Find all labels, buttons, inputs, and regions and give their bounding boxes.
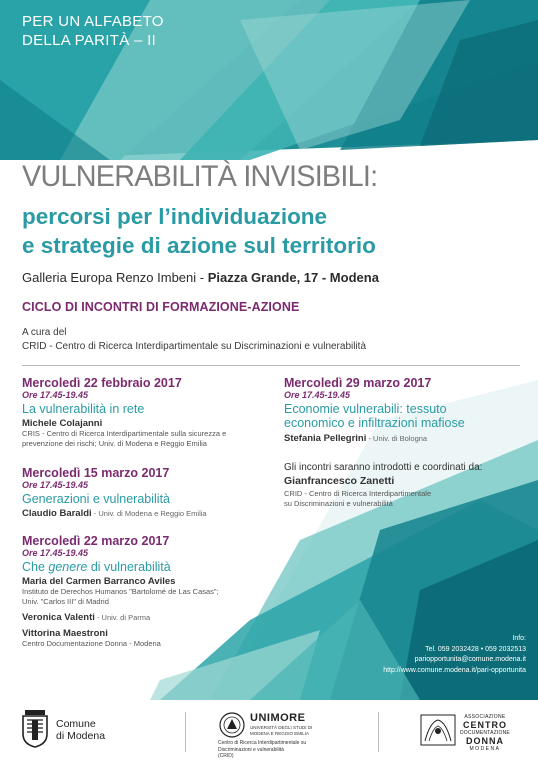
speaker-name: Veronica Valenti xyxy=(22,612,95,623)
speaker-2 xyxy=(22,612,272,623)
cdd-line-1: ASSOCIAZIONE xyxy=(464,714,506,720)
title-part-1: Che xyxy=(22,560,49,574)
crid-label xyxy=(218,740,306,760)
event-3 xyxy=(22,534,272,649)
unimore-subtitle-2: MODENA E REGGIO EMILIA xyxy=(250,730,310,736)
event-4 xyxy=(284,376,529,444)
info-email[interactable]: pariopportunita@comune.modena.it xyxy=(414,656,526,663)
subtitle xyxy=(22,202,376,260)
speaker-affiliation: - Univ. di Parma xyxy=(94,613,151,622)
speaker-1: Maria del Carmen Barranco Aviles xyxy=(22,576,176,587)
unimore-subtitle-1: UNIVERSITÀ DEGLI STUDI DI xyxy=(250,725,313,730)
speaker-name: Claudio Baraldi xyxy=(22,508,92,519)
unimore-seal-icon xyxy=(218,712,246,738)
coordinator-name: Gianfrancesco Zanetti xyxy=(284,475,395,487)
event-title: Generazioni e vulnerabilità xyxy=(22,492,171,506)
footer-separator xyxy=(185,712,186,752)
event-date: Mercoledì 22 marzo 2017 xyxy=(22,534,170,548)
cycle-heading: CICLO DI INCONTRI DI FORMAZIONE-AZIONE xyxy=(22,300,300,314)
event-date: Mercoledì 22 febbraio 2017 xyxy=(22,376,182,390)
event-date: Mercoledì 29 marzo 2017 xyxy=(284,376,432,390)
info-url[interactable]: http://www.comune.modena.it/pari-opportunita xyxy=(383,666,526,674)
comune-crest-icon xyxy=(20,708,50,748)
venue-place: Galleria Europa Renzo Imbeni - xyxy=(22,270,208,285)
event-time: Ore 17.45-19.45 xyxy=(22,390,89,400)
event-speaker xyxy=(284,433,529,444)
subtitle-line-1: percorsi per l’individuazione xyxy=(22,204,328,229)
coordinator-affiliation-2: su Discriminazioni e vulnerabilità xyxy=(284,499,393,508)
title-part-2: di vulnerabilità xyxy=(87,560,171,574)
event-affiliation-2: prevenzione dei rischi; Univ. di Modena e Reggio Emilia xyxy=(22,439,207,448)
event-title: La vulnerabilità in rete xyxy=(22,402,145,416)
venue-address: Piazza Grande, 17 - Modena xyxy=(207,270,379,285)
event-time: Ore 17.45-19.45 xyxy=(22,548,89,558)
event-title xyxy=(22,560,272,574)
crid-line-2: Discriminazioni e vulnerabilità xyxy=(218,746,284,753)
event-date: Mercoledì 15 marzo 2017 xyxy=(22,466,170,480)
speaker-affiliation: - Univ. di Modena e Reggio Emilia xyxy=(91,509,207,518)
cdd-logo xyxy=(420,714,456,751)
coordinator-intro: Gli incontri saranno introdotti e coordinati da: xyxy=(284,462,483,473)
curated-label: A cura del xyxy=(22,327,67,338)
crid-line-1: Centro di Ricerca Interdipartimentale su xyxy=(218,740,307,746)
main-title: VULNERABILITÀ INVISIBILI: xyxy=(22,160,378,193)
cdd-line-2: CENTRO xyxy=(462,720,507,730)
event-2 xyxy=(22,466,272,519)
curated-org: CRID - Centro di Ricerca Interdipartimentale su Discriminazioni e vulnerabilità xyxy=(22,341,367,352)
cdd-name xyxy=(460,714,510,752)
speaker-name: Stefania Pellegrini xyxy=(284,433,367,444)
comune-logo xyxy=(20,708,50,753)
divider xyxy=(22,365,520,366)
event-speaker: Michele Colajanni xyxy=(22,418,103,429)
speaker-affiliation: - Univ. di Bologna xyxy=(366,434,428,443)
info-box xyxy=(383,634,526,676)
curated-by xyxy=(22,326,366,354)
comune-line-1: Comune xyxy=(56,718,96,730)
series-line-1: PER UN ALFABETO xyxy=(22,13,164,30)
info-label: Info: xyxy=(512,635,526,642)
comune-name xyxy=(56,718,105,742)
title-emphasis: genere xyxy=(48,560,88,574)
speaker-3: Vittorina Maestroni xyxy=(22,628,108,639)
subtitle-line-2: e strategie di azione sul territorio xyxy=(22,233,376,258)
speaker-3-affiliation: Centro Documentazione Donna - Modena xyxy=(22,639,161,648)
footer-separator xyxy=(378,712,379,752)
venue xyxy=(22,270,379,285)
unimore-subtitle xyxy=(250,725,312,736)
cdd-line-4: DONNA xyxy=(465,736,504,746)
series-title xyxy=(22,12,164,50)
event-time: Ore 17.45-19.45 xyxy=(22,480,89,490)
event-title-line-1: Economie vulnerabili: tessuto xyxy=(284,402,447,416)
unimore-logo xyxy=(218,712,246,743)
crid-line-3: (CRID) xyxy=(218,753,234,759)
unimore-name: UNIMORE xyxy=(250,712,306,724)
coordinator-affiliation-1: CRID - Centro di Ricerca Interdipartimentale xyxy=(284,489,432,498)
series-line-2: DELLA PARITÀ – II xyxy=(22,32,157,49)
event-1 xyxy=(22,376,272,449)
event-speaker xyxy=(22,508,272,519)
coordinator xyxy=(284,462,529,509)
cdd-emblem-icon xyxy=(420,714,456,746)
cdd-line-5: MODENA xyxy=(469,746,501,752)
event-time: Ore 17.45-19.45 xyxy=(284,390,351,400)
event-title-line-2: economico e infiltrazioni mafiose xyxy=(284,416,465,430)
info-phone: Tel. 059 2032428 • 059 2032513 xyxy=(425,645,526,653)
speaker-1-affiliation-1: Instituto de Derechos Humanos "Bartolomé de Las Casas"; xyxy=(22,587,219,596)
event-affiliation-1: CRIS - Centro di Ricerca Interdipartimentale sulla sicurezza e xyxy=(22,429,227,438)
speaker-1-affiliation-2: Univ. "Carlos III" di Madrid xyxy=(22,597,109,606)
comune-line-2: di Modena xyxy=(56,730,106,742)
cdd-line-3: DOCUMENTAZIONE xyxy=(460,730,510,736)
